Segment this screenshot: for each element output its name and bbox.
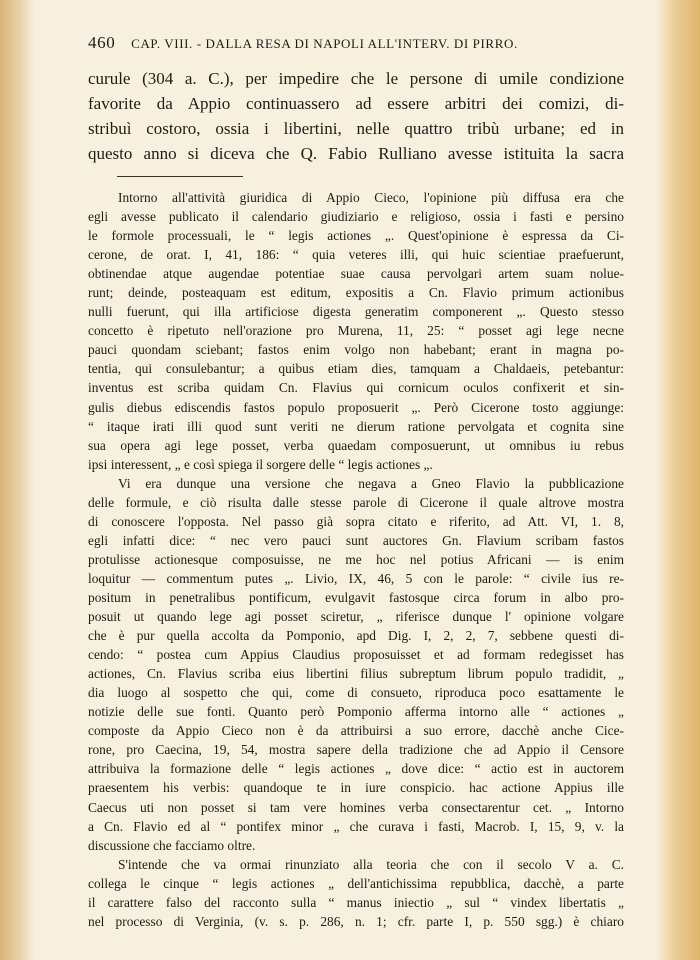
footnote-line: collega le cinque “ legis actiones „ dell'antichissima repubblica, dacchè, a parte bbox=[88, 875, 624, 891]
footnote-line: rone, pro Caecina, 19, 54, mostra sapere della tradizione che ad Appio il Censore bbox=[88, 742, 624, 758]
footnote-line: cendo: “ postea cum Appius Claudius proposuisset et ad formam redegisset has bbox=[88, 647, 624, 663]
footnote-line: pauci quondam sciebant; fastos enim volgo non habebant; erant in magna po- bbox=[88, 342, 624, 358]
footnote-line: cerone, de orat. I, 41, 186: “ quia veteres illi, qui huic scientiae praefuerunt, bbox=[88, 247, 624, 263]
footnote-line: discussione che facciamo oltre. bbox=[88, 837, 256, 853]
page-left-edge bbox=[0, 0, 34, 960]
running-title: CAP. VIII. - DALLA RESA DI NAPOLI ALL'INTERV. DI PIRRO. bbox=[131, 36, 518, 51]
footnote-line: egli infatti dice: “ nec vero pauci sunt auctores Gn. Flavium scribam fastos bbox=[88, 532, 624, 548]
footnote-line: Vi era dunque una versione che negava a Gneo Flavio la pubblicazione bbox=[118, 475, 624, 491]
footnote-line: delle formule, e ciò risulta dalle stesse parole di Cicerone il quale altrove mostra bbox=[88, 494, 624, 510]
main-text-line: stribuì costoro, ossia i libertini, nelle quattro tribù urbane; ed in bbox=[88, 119, 624, 138]
footnote-line: tentia, qui consulebantur; a quibus etiam dies, tamquam a Chaldaeis, petebantur: bbox=[88, 361, 624, 377]
footnote-line: positum in penetralibus pontificum, evulgavit fastosque circa forum in albo pro- bbox=[88, 589, 624, 605]
footnote-line: Caecus uti non posset si tam vere homines verba consectarentur cet. „ Intorno bbox=[88, 799, 624, 815]
main-text-line: curule (304 a. C.), per impedire che le persone di umile condizione bbox=[88, 69, 624, 88]
footnote-line: actiones, Cn. Flavius scriba eius libertini filius subreptum librum populo tradidit, „ bbox=[88, 666, 624, 682]
footnote-line: concetto è ripetuto nell'orazione pro Murena, 11, 25: “ posset agi lege necne bbox=[88, 323, 624, 339]
footnote-line: Intorno all'attività giuridica di Appio Cieco, l'opinione più diffusa era che bbox=[118, 190, 624, 205]
footnote-line: ipsi interessent, „ e così spiega il sorgere delle “ legis actiones „. bbox=[88, 456, 433, 472]
footnote-line: nel processo di Verginia, (v. s. p. 286, n. 1; cfr. parte I, p. 550 sgg.) è chiaro bbox=[88, 913, 624, 929]
footnote-line: praesentem his verbis: quandoque te in iure conspicio. hac actione Appius ille bbox=[88, 780, 624, 796]
footnote-line: dia luogo al sospetto che qui, come di consueto, riproduca poco esattamente le bbox=[88, 685, 624, 701]
page-right-edge bbox=[656, 0, 700, 960]
footnote-text bbox=[88, 188, 624, 931]
footnote-line: inventus est scriba quidam Cn. Flavius qui cornicum oculos confixerit et sin- bbox=[88, 380, 624, 396]
footnote-separator bbox=[117, 176, 243, 177]
footnote-line: posuit ut quando lege agi posset sciretur, „ riferisce dunque l' opinione volgare bbox=[88, 609, 624, 625]
main-text-line: favorite da Appio continuassero ad essere arbitri dei comizi, di- bbox=[88, 94, 624, 113]
footnote-line: protulisse actionesque composuisse, ne me hoc nel potius Africani — is enim bbox=[88, 551, 624, 567]
footnote-line: a Cn. Flavio ed al “ pontifex minor „ che curava i fasti, Macrob. I, 15, 9, v. la bbox=[88, 818, 624, 834]
footnote-line: egli avesse publicato il calendario giudiziario e religioso, ossia i fasti e persino bbox=[88, 209, 624, 225]
footnote-line: gulis diebus ediscendis fastos populo proposuerit „. Però Cicerone tosto aggiunge: bbox=[88, 399, 624, 415]
footnote-line: notizie delle sue fonti. Quanto però Pomponio afferma intorno alle “ actiones „ bbox=[88, 704, 624, 720]
footnote-line: di conoscere l'opposta. Nel passo già sopra citato e riferito, ad Att. VI, 1. 8, bbox=[88, 513, 624, 529]
footnote-line: runt; deinde, posteaquam est editum, expositis a Cn. Flavio primum actionibus bbox=[88, 285, 624, 301]
main-text-line: questo anno si diceva che Q. Fabio Rulliano avesse istituita la sacra bbox=[88, 144, 624, 163]
footnote-line: composte da Appio Cieco non è da attribuirsi a suo errore, dacchè anche Cice- bbox=[88, 723, 624, 739]
footnote-line: attribuiva la formazione delle “ legis actiones „ dove dice: “ actio est in auctorem bbox=[88, 761, 624, 777]
footnote-line: che è pur quella accolta da Pomponio, apd Dig. I, 2, 2, 7, sebbene questi di- bbox=[88, 628, 624, 644]
footnote-line: nulli fuerunt, qui illa artificiose digesta generatim componerent „. Questo stesso bbox=[88, 304, 624, 320]
page-header bbox=[88, 33, 648, 57]
footnote-line: le formole processuali, le “ legis actiones „. Quest'opinione è espressa da Ci- bbox=[88, 228, 624, 244]
footnote-line: sua opera agi lege posset, verba quaedam composuerunt, ut omnibus iu rebus bbox=[88, 437, 624, 453]
footnote-line: S'intende che va ormai rinunziato alla teoria che con il secolo V a. C. bbox=[118, 856, 624, 872]
footnote-line: il carattere falso del racconto sulla “ manus iniectio „ sul “ vindex libertatis „ bbox=[88, 894, 624, 910]
footnote-line: loquitur — commentum putes „. Livio, IX, 46, 5 con le parole: “ civile ius re- bbox=[88, 570, 624, 586]
main-text bbox=[88, 66, 624, 166]
footnote-line: “ itaque irati illi quod sunt veriti ne dierum ratione pervolgata et cognita sine bbox=[88, 418, 624, 434]
footnote-line: obtinendae atque augendae potentiae suae causa pervolgari artem suam nolue- bbox=[88, 266, 624, 282]
page-number: 460 bbox=[88, 33, 116, 52]
